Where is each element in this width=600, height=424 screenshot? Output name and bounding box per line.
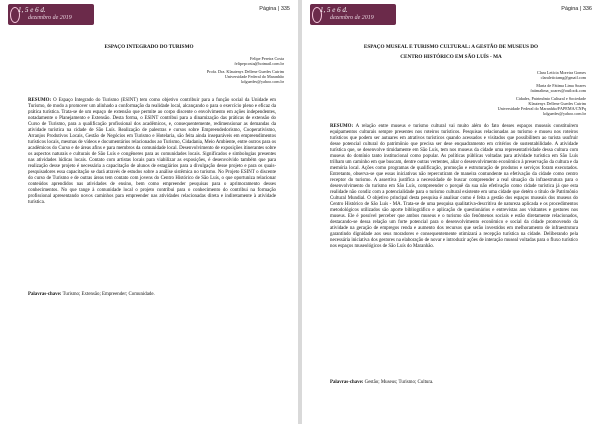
keywords-label: Palavras-chave: [330,380,364,385]
event-banner [310,4,396,25]
keywords [28,292,276,297]
banner-month: dezembro de 2019 [330,15,374,21]
author-affiliation: Universidade Federal do Maranhão/FAPEMA/CNPq [497,106,586,111]
author-line: Profa. Dra. Klautenys Dellene Guedes Cutrim [206,69,284,74]
author-affiliation: Universidade Federal do Maranhão [224,74,284,79]
banner-dates: 1, 5 e 6 d. [320,6,348,14]
article-title-line1: ESPAÇO MUSEAL E TURISMO CULTURAL: A GESTÃO DE MUSEUS DO [363,44,539,50]
abstract-text: A relação entre museus e turismo cultural vai muito além do fato desses espaços museais constituírem equipamentos culturais sempre presentes nos roteiros turísticos. Pesquisas relacionadas ao turismo e museu nos roteiros turísticos que podem ser autuares em atrativos turísticos quando acessados e visitados que possibilitem ao turista usufruir desse potencial cultural do patrimônio que precisa ser dese enquadramento em critérios de sustentabilidade. A atividade turística que, se desenvolve timidamente em São Luís, tem nos museus da cidade uma representatividade dessa cultura com museus do domínio tanto institucional como popular. As políticas públicas voltadas para atividade turística em São Luís trilham um caminho em que buscam, dentre outras vertentes, aliar o desenvolvimento econômico à preservação da cultura e da memória local. Ações como programas de qualificação, promoção e estruturação de produtos e serviços foram executados. Entretanto, observa-se que essas iniciativas não repercutiram de maneira contundente na efetivação da cidade como centro receptor do turismo. A assertiva justifica a necessidade de buscar compreender a real situação da infraestrutura para o desenvolvimento do turismo em São Luís, compreender o porquê da sua não efetivação como cidade turística já que esta realidade não condiz com a potencialidade para o turismo cultural existente em uma cidade que detém o título de Patrimônio Cultural Mundial. O objetivo principal desta pesquisa é analisar como é feita a gestão dos espaços museais dos museus do Centro Histórico de São Luís - MA. Trata-se de uma pesquisa qualitativa-descritiva de natureza aplicada e os procedimentos metodológicos utilizados são aporte bibliográfico e aplicação de questionários e entrevistas aos visitantes e gestores nos museus. Ele é possível perceber que ambos museus e o turismo são fenômenos sociais e estão diretamente relacionados, destacando-se dessa relação um forte potencial para o desenvolvimento econômico e social da cidade promovendo da atividade na geração de empregos renda e aumento dos recursos que serão investidos em melhoramento de infraestrutura garantindo dignidade aos seus moradores e consequentemente otimizará a recepção turística na cidade. Deliberando pela necessária iniciativa dos gestores na elaboração de novar e introduzir ações de interação museal voltadas para o fluxo turístico nos espaços museológicos de São Luís do Maranhão. [330,124,578,249]
abstract-label: RESUMO: [28,98,52,103]
page-right [302,0,600,424]
article-title-line2: CENTRO HISTÓRICO EM SÃO LUÍS - MA [400,54,502,60]
abstract [330,124,578,250]
author-line: Clara Letícia Moreira Gomes [536,70,586,75]
keywords-label: Palavras-chave: [28,292,62,297]
keywords [330,380,578,385]
abstract [28,98,276,206]
page-left [0,0,298,424]
page-number: Página | 336 [561,6,592,12]
research-group: Cidades, Patrimônio Cultural e Sociedade [515,96,586,101]
author-email: fatimalima_soares@outlook.com [530,88,586,93]
abstract-label: RESUMO: [330,124,354,129]
author-email: claraleticiamg@gmail.com [540,75,586,80]
author-email: kdguedes@yahoo.com.br [543,111,586,116]
author-email: felipepcosta@hotmail.com.br [234,61,284,66]
banner-dates: 1, 5 e 6 d. [18,6,46,14]
page-number: Página | 335 [259,6,290,12]
abstract-text: O Espaço Integrado do Turismo (ESINT) tem como objetivo contribuir para a função social da Unidade em Turismo, de modo a promover um alinhado a conformação da realidade local, alcançando o para o exercício pleno e eficaz da prática turística. Trata-se de um espaço de extensão que permite ao corpo discente o envolvimento em ações independentes, notadamente o Planejamento e Extensão. Desta forma, o ESINT contribui para a dinamização das práticas de extensão do Curso de Turismo, para a qualificação profissional dos acadêmicos, e, consequentemente, redimensionar as demandas da atividade turística na cidade de São Luís. Realização de palestras e cursos sobre Empreendedorismo, Cooperativismo, Arranjos Produtivos Locais, Gestão de Negócios em Turismo e Hotelaria, são feita ainda inseparáveis em empreendimentos turísticos locais, mesmas de vídeos e documentários relacionados ao Turismo, Cidadania, Meio Ambiente, entre outros para os acadêmicos do Curso e de áreas afins e para membros da comunidade local. Desenvolvimento de exposições itinerantes sobre os aspectos naturais e culturais de São Luís e congêneres para as comunidades locais. Significados e simbologias presentes nas atividades lúdicas locais. Contato com artistas locais para viabilizar as exposições, é desenvolvido também que para realização desse projeto é necessária a capacitação de alunos de estagiários para a divulgação desse projeto e para os quais-pesquisadores essa capacitação se dará através de estudos sobre a análise sistêmica no turismo. No Projeto ESINT o discente do curso de Turismo e de outras áreas tem contato com jovens do Centro Histórico de São Luís, o que oportuniza relacionar conteúdos aprendidos nas atividades de ensino, bem como empreender pesquisas para o aprimoramento desses conhecimentos. No que tange à comunidade local o projeto contribui para o conhecimento do contribui na formação profissional apresentando novos caminhos para empreender nas atividades relacionadas direta e indiretamente à atividade turística. [28,98,276,205]
event-banner [8,4,94,25]
banner-month: dezembro de 2019 [28,15,72,21]
author-email: kdguedes@yahoo.com.br [241,79,284,84]
author-block [498,70,586,116]
article-title: ESPAÇO INTEGRADO DO TURISMO [104,44,194,50]
author-line: Felipe Pereira Costa [250,56,284,61]
keywords-text: Gestão; Museus; Turismo; Cultura. [364,380,434,385]
author-block [207,56,284,84]
author-line: Maria de Fátima Lima Soares [536,83,586,88]
keywords-text: Turismo; Extensão; Empreender; Comunidade. [62,292,155,297]
author-line: Klautenys Dellene Guedes Cutrim [528,101,586,106]
